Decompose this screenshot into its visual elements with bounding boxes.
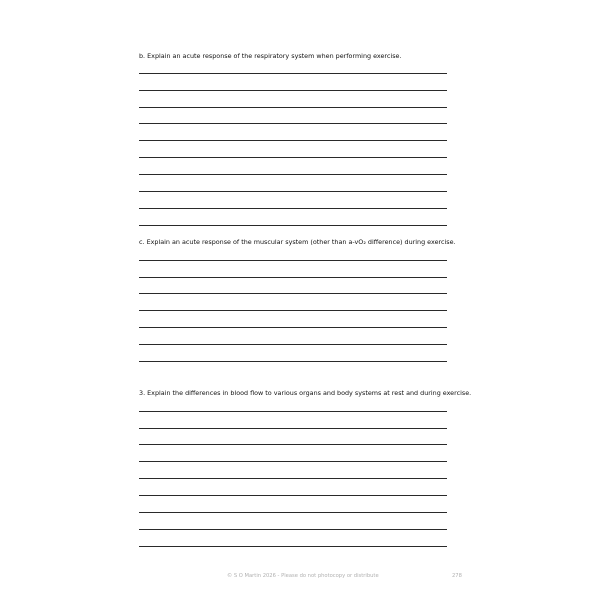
answer-line[interactable] (139, 277, 447, 278)
answer-line[interactable] (139, 107, 447, 108)
answer-line[interactable] (139, 174, 447, 175)
answer-line[interactable] (139, 90, 447, 91)
question-3-prompt: 3. Explain the differences in blood flow to various organs and body systems at rest and during exercise. (139, 389, 472, 397)
answer-line[interactable] (139, 478, 447, 479)
answer-line[interactable] (139, 411, 447, 412)
answer-line[interactable] (139, 344, 447, 345)
question-c-prompt: c. Explain an acute response of the muscular system (other than a-vO₂ difference) during exercise. (139, 238, 456, 246)
answer-line[interactable] (139, 327, 447, 328)
answer-line[interactable] (139, 260, 447, 261)
answer-line[interactable] (139, 444, 447, 445)
answer-line[interactable] (139, 208, 447, 209)
answer-line[interactable] (139, 157, 447, 158)
page-number: 278 (452, 573, 462, 579)
answer-line[interactable] (139, 529, 447, 530)
footer-copyright: © S O Martin 2026 - Please do not photocopy or distribute (227, 573, 379, 579)
answer-line[interactable] (139, 546, 447, 547)
answer-line[interactable] (139, 495, 447, 496)
answer-line[interactable] (139, 73, 447, 74)
answer-line[interactable] (139, 140, 447, 141)
answer-line[interactable] (139, 461, 447, 462)
answer-line[interactable] (139, 191, 447, 192)
answer-line[interactable] (139, 361, 447, 362)
answer-line[interactable] (139, 123, 447, 124)
question-b-prompt: b. Explain an acute response of the respiratory system when performing exercise. (139, 52, 402, 60)
answer-line[interactable] (139, 293, 447, 294)
answer-line[interactable] (139, 310, 447, 311)
answer-line[interactable] (139, 225, 447, 226)
answer-line[interactable] (139, 428, 447, 429)
answer-line[interactable] (139, 512, 447, 513)
